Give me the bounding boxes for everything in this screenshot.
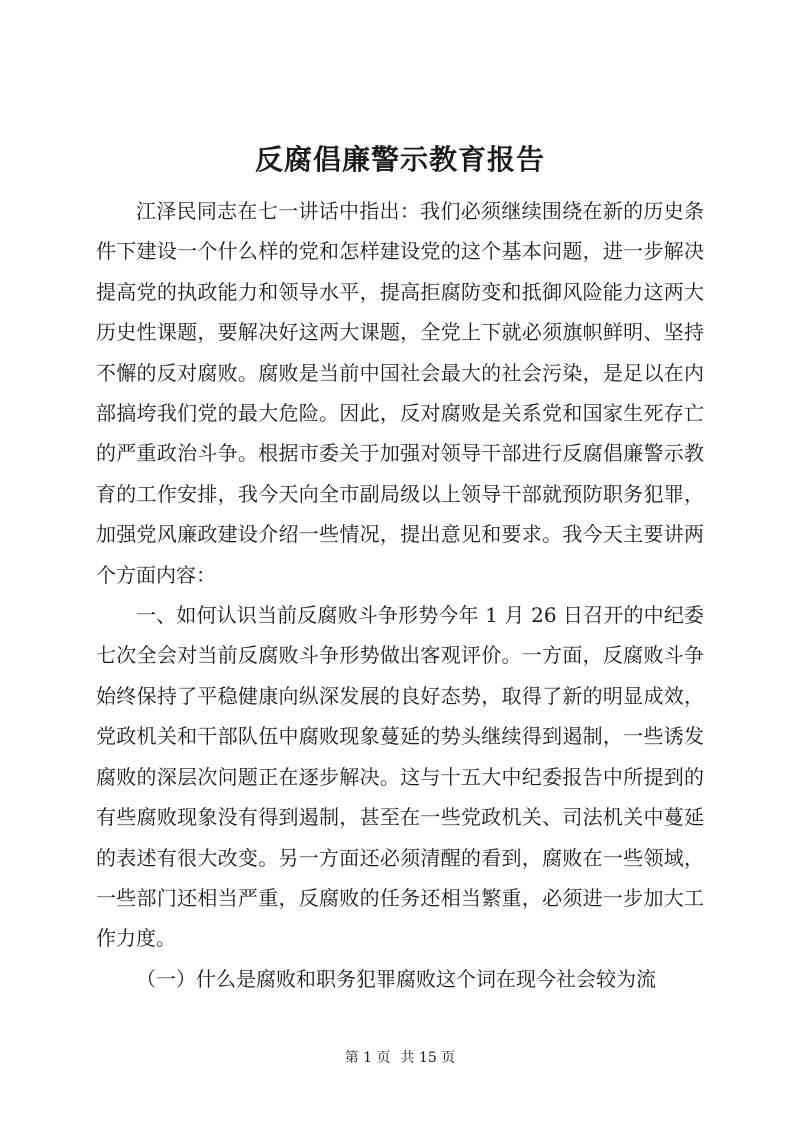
paragraph-intro: 江泽民同志在七一讲话中指出：我们必须继续围绕在新的历史条件下建设一个什么样的党和怎样建设党的这个基本问题，进一步解决提高党的执政能力和领导水平，提高拒腐防变和抵御风险能力这两大历史性课题，要解决好这两大课题，全党上下就必须旗帜鲜明、坚持不懈的反对腐败。腐败是当前中国社会最大的社会污染，是足以在内部搞垮我们党的最大危险。因此，反对腐败是关系党和国家生死存亡的严重政治斗争。根据市委关于加强对领导干部进行反腐倡廉警示教育的工作安排，我今天向全市副局级以上领导干部就预防职务犯罪，加强党风廉政建设介绍一些情况，提出意见和要求。我今天主要讲两个方面内容：	[96, 199, 704, 587]
page-total: 共 15 页	[400, 1050, 456, 1066]
paragraph-subsection-one: （一）什么是腐败和职务犯罪腐败这个词在现今社会较为流	[136, 966, 656, 991]
page-number: 第 1 页	[344, 1050, 391, 1066]
paragraph-section-one: 一、如何认识当前反腐败斗争形势今年 1 月 26 日召开的中纪委七次全会对当前反腐败斗争形势做出客观评价。一方面，反腐败斗争始终保持了平稳健康向纵深发展的良好态势，取得了新的明显成效，党政机关和干部队伍中腐败现象蔓延的势头继续得到遏制，一些诱发腐败的深层次问题正在逐步解决。这与十五大中纪委报告中所提到的有些腐败现象没有得到遏制，甚至在一些党政机关、司法机关中蔓延的表述有很大改变。另一方面还必须清醒的看到，腐败在一些领域，一些部门还相当严重，反腐败的任务还相当繁重，必须进一步加大工作力度。	[96, 603, 704, 951]
page-footer	[0, 1048, 800, 1068]
document-title: 反腐倡廉警示教育报告	[254, 143, 545, 176]
document-body	[96, 191, 704, 999]
